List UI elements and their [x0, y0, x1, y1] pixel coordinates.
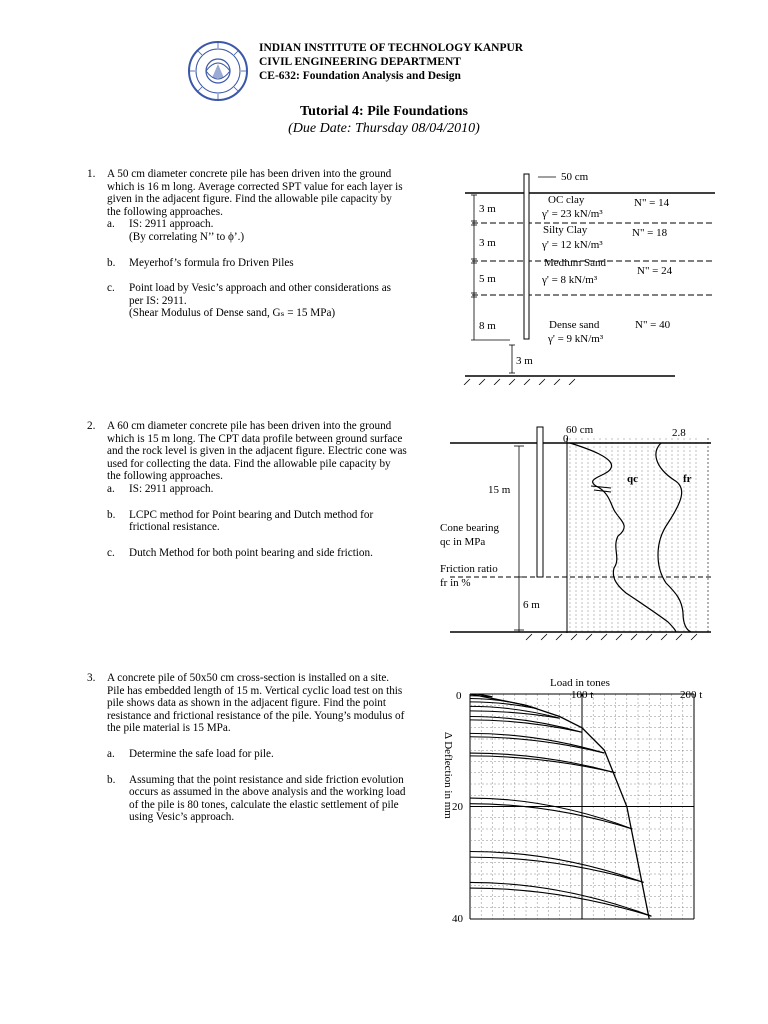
- layer4-name: Dense sand: [549, 319, 600, 331]
- q1-b-label: b.: [107, 256, 116, 269]
- q1-b-text: Meyerhof’s formula fro Driven Piles: [129, 256, 294, 269]
- course-name: CE-632: Foundation Analysis and Design: [259, 70, 461, 82]
- layer2-name: Silty Clay: [543, 224, 588, 236]
- qc-curve-label: qc: [627, 473, 638, 485]
- q2-c-label: c.: [107, 546, 115, 559]
- x-tick-0: 0: [456, 690, 462, 702]
- cpt-depth-15: 15 m: [488, 484, 511, 496]
- layer4-thick: 8 m: [479, 320, 496, 332]
- fr-curve: [656, 443, 691, 632]
- q2-b-label: b.: [107, 508, 116, 521]
- layer3-name: Medium Sand: [544, 257, 607, 269]
- cpt-pile: [537, 427, 543, 577]
- cone-bearing-label: Cone bearing: [440, 522, 499, 534]
- q1-number: 1.: [87, 168, 96, 180]
- below-tip-label: 3 m: [516, 355, 533, 367]
- layer3-thick: 5 m: [479, 273, 496, 285]
- layer3-n: N" = 24: [637, 265, 673, 277]
- department-name: CIVIL ENGINEERING DEPARTMENT: [259, 56, 461, 68]
- q3-number: 3.: [87, 672, 96, 684]
- q2-a-label: a.: [107, 482, 115, 495]
- q3-text: A concrete pile of 50x50 cm cross-section is installed on a site. Pile has embedded length of 15 m. Vertical cyclic load test on this pile shows data as shown in the adjacent figure. Find the point resistance and frictional resistance of the pile. Young’s modulus of the pile material is 15 MPa.: [107, 672, 405, 735]
- q3-b-label: b.: [107, 773, 116, 786]
- cycle-loading-curve: [470, 798, 632, 829]
- q2-text: A 60 cm diameter concrete pile has been driven into the ground which is 15 m long. The CPT data profile between ground surface and the rock level is given in the adjacent figure. Electric cone was used for collecting the data. Find the allowable pile capacity by the following approaches.: [107, 420, 407, 483]
- q1-c-text2: (Shear Modulus of Dense sand, Gₛ = 15 MPa): [129, 307, 336, 320]
- due-date: (Due Date: Thursday 08/04/2010): [288, 121, 480, 136]
- q1-text: A 50 cm diameter concrete pile has been driven into the ground which is 16 m long. Average corrected SPT value for each layer is given in the adjacent figure. Find the allowable pile capacity by the following approaches.: [107, 168, 403, 218]
- q2-body: [107, 420, 407, 559]
- cpt-depth-6: 6 m: [523, 599, 540, 611]
- iitk-logo: [186, 40, 250, 102]
- layer1-n: N" = 14: [634, 197, 670, 209]
- cycle-unloading-curve: [470, 857, 644, 882]
- cpt-pile-dia: 60 cm: [566, 424, 594, 436]
- cpt-max: 2.8: [672, 427, 686, 439]
- y-tick-20: 20: [452, 801, 463, 813]
- layer4-gamma: γ' = 9 kN/m³: [548, 333, 604, 345]
- q1-a-text2: (By correlating N’’ to ϕ’.): [129, 230, 245, 243]
- x-tick-100: 100 t: [571, 689, 594, 701]
- cone-bearing-unit: qc in MPa: [440, 536, 486, 548]
- chart-title: Load in tones: [550, 677, 610, 689]
- friction-ratio-label: Friction ratio: [440, 563, 498, 575]
- layer2-gamma: γ' = 12 kN/m³: [542, 239, 603, 251]
- q2-b-text: LCPC method for Point bearing and Dutch method for frictional resistance.: [129, 508, 374, 534]
- x-tick-200: 200 t: [680, 689, 703, 701]
- cpt-zero: 0: [563, 433, 569, 445]
- cycle-unloading-curve: [470, 888, 651, 916]
- cycle-loading-curve: [470, 882, 651, 916]
- institute-name: INDIAN INSTITUTE OF TECHNOLOGY KANPUR: [259, 42, 524, 54]
- layer1-gamma: γ' = 23 kN/m³: [542, 208, 603, 220]
- layer1-name: OC clay: [548, 194, 585, 206]
- layer2-n: N" = 18: [632, 227, 668, 239]
- friction-ratio-unit: fr in %: [440, 577, 471, 589]
- q3-a-label: a.: [107, 747, 115, 760]
- layer1-thick: 3 m: [479, 203, 496, 215]
- q3-load-test-chart: [432, 672, 732, 934]
- q2-a-text: IS: 2911 approach.: [129, 482, 214, 495]
- q1-a-label: a.: [107, 218, 115, 231]
- q3-a-text: Determine the safe load for pile.: [129, 747, 274, 760]
- layer2-thick: 3 m: [479, 237, 496, 249]
- q3-b-text: Assuming that the point resistance and side friction evolution occurs as assumed in the above analysis and the working load of the pile is 80 tones, calculate the elastic settlement of pile using Vesic’s approach.: [129, 773, 406, 824]
- pile: [524, 174, 529, 339]
- q1-body: [107, 168, 407, 320]
- layer3-gamma: γ' = 8 kN/m³: [542, 274, 598, 286]
- q1-soil-profile-figure: [450, 165, 720, 385]
- q2-cpt-figure: [436, 418, 726, 643]
- cycle-loading-curve: [470, 852, 644, 883]
- q1-c-label: c.: [107, 282, 115, 295]
- y-axis-label: Δ Deflection in mm: [442, 732, 454, 819]
- pile-dia-label: 50 cm: [561, 171, 589, 183]
- q1-c-text: Point load by Vesic’s approach and other considerations as per IS: 2911.: [129, 282, 392, 307]
- q2-number: 2.: [87, 420, 96, 432]
- y-tick-40: 40: [452, 913, 463, 925]
- page-title: Tutorial 4: Pile Foundations: [300, 104, 468, 119]
- fr-curve-label: fr: [683, 473, 692, 485]
- layer4-n: N" = 40: [635, 319, 671, 331]
- q3-body: [107, 672, 407, 824]
- q1-a-text: IS: 2911 approach.: [129, 218, 214, 231]
- q2-c-text: Dutch Method for both point bearing and side friction.: [129, 546, 373, 559]
- cycle-unloading-curve: [470, 804, 632, 829]
